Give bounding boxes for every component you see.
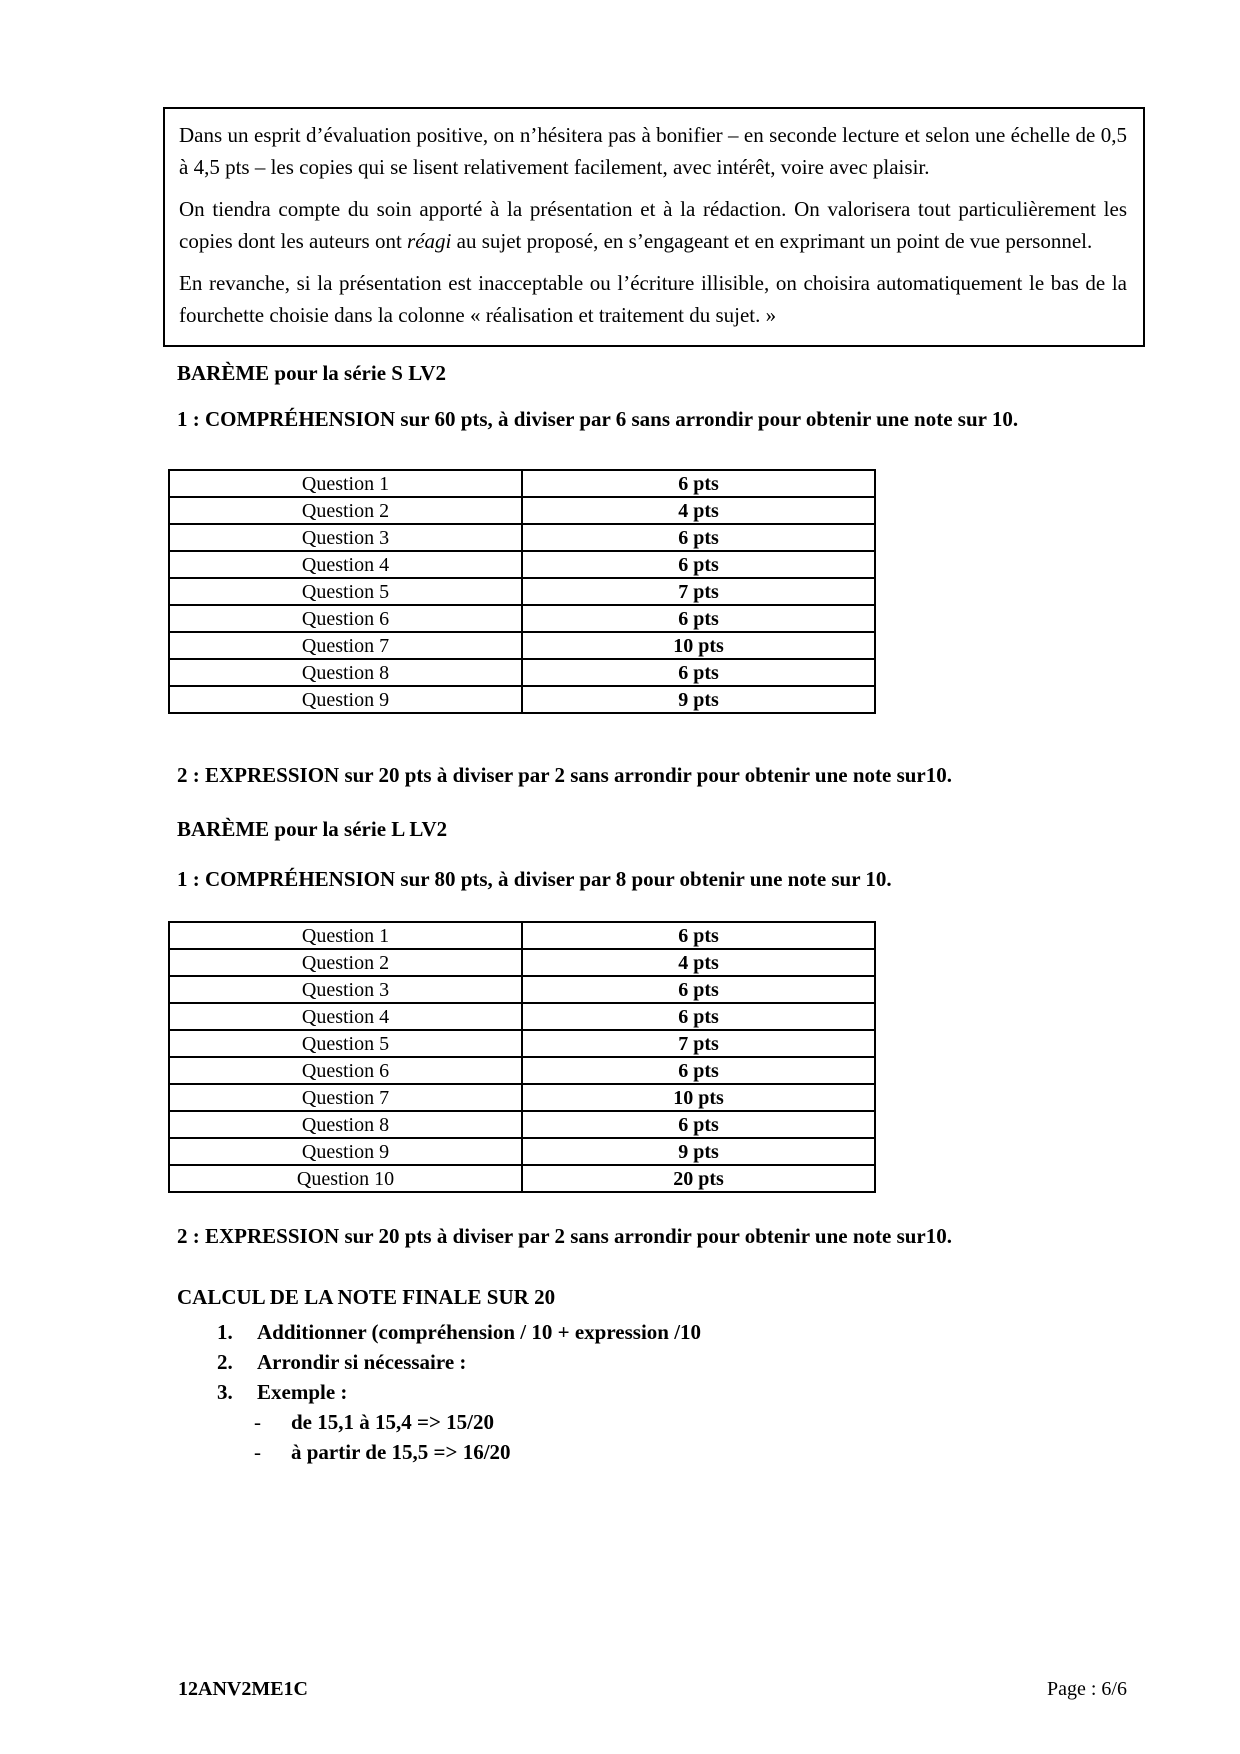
points-cell: 7 pts	[522, 578, 875, 605]
heading-expression-s: 2 : EXPRESSION sur 20 pts à diviser par 2 sans arrondir pour obtenir une note sur10.	[177, 763, 953, 787]
heading-bareme-serie-l: BARÈME pour la série L LV2	[177, 817, 448, 841]
heading-comprehension-l: 1 : COMPRÉHENSION sur 80 pts, à diviser par 8 pour obtenir une note sur 10.	[177, 867, 892, 891]
calc-step-number: 1.	[217, 1320, 233, 1344]
points-cell: 6 pts	[522, 470, 875, 497]
question-cell: Question 6	[169, 1057, 522, 1084]
calc-step-text: Exemple :	[257, 1380, 348, 1404]
question-cell: Question 10	[169, 1165, 522, 1192]
points-cell: 6 pts	[522, 659, 875, 686]
final-calc-steps	[163, 1317, 1145, 1407]
points-cell: 6 pts	[522, 1057, 875, 1084]
points-cell: 4 pts	[522, 497, 875, 524]
table-row	[169, 949, 875, 976]
notice-paragraph-2-italic: réagi	[407, 229, 452, 253]
footer-page-number: Page : 6/6	[1047, 1678, 1127, 1700]
table-row	[169, 605, 875, 632]
example-item	[163, 1407, 1145, 1437]
question-cell: Question 1	[169, 470, 522, 497]
table-row	[169, 1111, 875, 1138]
dash-marker: -	[254, 1440, 261, 1464]
heading-comprehension-s: 1 : COMPRÉHENSION sur 60 pts, à diviser par 6 sans arrondir pour obtenir une note sur 10.	[177, 407, 1019, 431]
question-cell: Question 1	[169, 922, 522, 949]
example-item	[163, 1437, 1145, 1467]
question-cell: Question 3	[169, 976, 522, 1003]
table-row	[169, 659, 875, 686]
table-row	[169, 551, 875, 578]
evaluation-notice-box	[163, 107, 1145, 347]
question-cell: Question 5	[169, 578, 522, 605]
heading-calcul-note-finale: CALCUL DE LA NOTE FINALE SUR 20	[177, 1285, 556, 1309]
calc-step-item	[163, 1347, 1145, 1377]
table-row	[169, 524, 875, 551]
question-cell: Question 9	[169, 686, 522, 713]
heading-expression-l: 2 : EXPRESSION sur 20 pts à diviser par 2 sans arrondir pour obtenir une note sur10.	[177, 1224, 953, 1248]
calc-step-number: 2.	[217, 1350, 233, 1374]
notice-paragraph-2	[179, 193, 1127, 257]
table-row	[169, 1003, 875, 1030]
table-row	[169, 1138, 875, 1165]
score-table-l-body	[169, 922, 875, 1192]
points-cell: 9 pts	[522, 686, 875, 713]
table-row	[169, 497, 875, 524]
calc-step-item	[163, 1317, 1145, 1347]
score-table-s-body	[169, 470, 875, 713]
dash-marker: -	[254, 1410, 261, 1434]
question-cell: Question 9	[169, 1138, 522, 1165]
table-row	[169, 1165, 875, 1192]
question-cell: Question 7	[169, 632, 522, 659]
question-cell: Question 6	[169, 605, 522, 632]
points-cell: 10 pts	[522, 1084, 875, 1111]
question-cell: Question 5	[169, 1030, 522, 1057]
example-text: à partir de 15,5 => 16/20	[291, 1440, 511, 1464]
calc-step-number: 3.	[217, 1380, 233, 1404]
page-content	[163, 107, 1145, 1467]
table-row	[169, 1057, 875, 1084]
points-cell: 6 pts	[522, 551, 875, 578]
points-cell: 9 pts	[522, 1138, 875, 1165]
points-cell: 6 pts	[522, 605, 875, 632]
notice-paragraph-2-before: On tiendra compte du soin apporté à la présentation et à la rédaction. On valorisera tout particulièrement les copies dont les auteurs ont	[179, 197, 1127, 253]
question-cell: Question 2	[169, 949, 522, 976]
points-cell: 4 pts	[522, 949, 875, 976]
points-cell: 6 pts	[522, 1111, 875, 1138]
question-cell: Question 8	[169, 659, 522, 686]
points-cell: 7 pts	[522, 1030, 875, 1057]
score-table-serie-s	[168, 469, 876, 714]
table-row	[169, 578, 875, 605]
notice-paragraph-1: Dans un esprit d’évaluation positive, on n’hésitera pas à bonifier – en seconde lecture et selon une échelle de 0,5 à 4,5 pts – les copies qui se lisent relativement facilement, avec intérêt, voire avec plaisir.	[179, 123, 1127, 179]
footer-document-code: 12ANV2ME1C	[178, 1678, 308, 1700]
example-text: de 15,1 à 15,4 => 15/20	[291, 1410, 495, 1434]
question-cell: Question 7	[169, 1084, 522, 1111]
final-calc-examples	[163, 1407, 1145, 1467]
points-cell: 6 pts	[522, 1003, 875, 1030]
points-cell: 20 pts	[522, 1165, 875, 1192]
points-cell: 10 pts	[522, 632, 875, 659]
table-row	[169, 686, 875, 713]
score-table-serie-l	[168, 921, 876, 1193]
question-cell: Question 3	[169, 524, 522, 551]
notice-paragraph-2-after: au sujet proposé, en s’engageant et en exprimant un point de vue personnel.	[451, 229, 1093, 253]
calc-step-item	[163, 1377, 1145, 1407]
table-row	[169, 1030, 875, 1057]
calc-step-text: Additionner (compréhension / 10 + expression /10	[257, 1320, 702, 1344]
table-row	[169, 632, 875, 659]
question-cell: Question 2	[169, 497, 522, 524]
question-cell: Question 4	[169, 1003, 522, 1030]
notice-paragraph-3: En revanche, si la présentation est inacceptable ou l’écriture illisible, on choisira automatiquement le bas de la fourchette choisie dans la colonne « réalisation et traitement du sujet. »	[179, 271, 1127, 327]
table-row	[169, 470, 875, 497]
table-row	[169, 1084, 875, 1111]
points-cell: 6 pts	[522, 524, 875, 551]
question-cell: Question 4	[169, 551, 522, 578]
heading-bareme-serie-s: BARÈME pour la série S LV2	[177, 361, 446, 385]
question-cell: Question 8	[169, 1111, 522, 1138]
calc-step-text: Arrondir si nécessaire :	[257, 1350, 467, 1374]
table-row	[169, 922, 875, 949]
points-cell: 6 pts	[522, 976, 875, 1003]
points-cell: 6 pts	[522, 922, 875, 949]
table-row	[169, 976, 875, 1003]
